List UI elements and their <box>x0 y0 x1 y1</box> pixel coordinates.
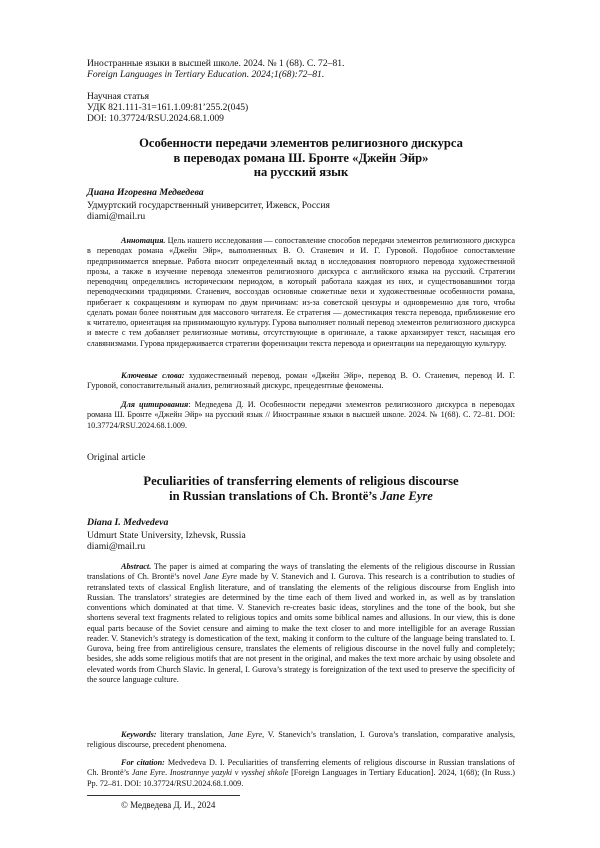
citation-en-journal: Inostrannye yazyki v vysshej shkole <box>169 768 289 778</box>
keywords-ru-label: Ключевые слова: <box>121 371 185 380</box>
citation-ru-label: Для цитирования <box>121 400 189 409</box>
email-ru: diami@mail.ru <box>87 211 146 222</box>
citation-en-text: . <box>165 768 170 778</box>
title-ru <box>87 136 515 180</box>
article-type-en: Original article <box>87 452 146 463</box>
journal-reference-ru: Иностранные языки в высшей школе. 2024. № 1 (68). С. 72–81. <box>87 58 345 69</box>
affiliation-ru: Удмуртский государственный университет, Ижевск, Россия <box>87 200 330 211</box>
title-ru-line: на русский язык <box>253 165 349 180</box>
abstract-en-novel: Jane Eyre <box>203 572 237 582</box>
citation-en-text: Medvedeva D. I. Peculiarities of transferring elements of religious discourse in Russian translations of Ch. Brontë’s <box>87 758 515 778</box>
citation-ru <box>87 400 515 431</box>
citation-ru-text: : Медведева Д. И. Особенности передачи элементов религиозного дискурса в переводах романа Ш. Бронте «Джейн Эйр» на русский язык // Иностранные языки в высшей школе. 2024. № 1(68). С. 72–81. DOI: 10.37724/RSU.2024.68.1.009. <box>87 400 515 430</box>
keywords-en-novel: Jane Eyre <box>227 730 263 739</box>
abstract-en-text: made by V. Stanevich and I. Gurova. This research is a contribution to studies of retranslated texts of classical English literature, and of translating the elements of the religious discourse from English into Russian. The translators’ strategies are determined by the time each of them lived and worked in, as well as by translation conventions which dominated at that time. V. Stanevich re-creates basic ideas, storylines and the tone of the book, but she shortens several text fragments related to religious topics and omits some biblical names and allusions. In our view, this is done equal parts because of the Soviet censure and aiming to make the text closer to and more intelligible for an average Russian reader. V. Stanevich’s strategy is domestication of the text, making it conform to the culture of the language being translated to. I. Gurova, being free from antireligious censure, translates the elements of religious discourse in the novel fully and completely; besides, she adds some religious motifs that are not present in the original, and makes the text more archaic by using obsolete and elevated words from Church Slavic. In general, I. Gurova’s strategy is foreignization of the text used to preserve the specificity of the source language culture. <box>87 572 515 684</box>
affiliation-en: Udmurt State University, Izhevsk, Russia <box>87 530 246 541</box>
citation-en-label: For citation: <box>121 758 165 767</box>
keywords-ru <box>87 371 515 392</box>
abstract-en-label: Abstract. <box>121 562 152 571</box>
title-ru-line: в переводах романа Ш. Бронте «Джейн Эйр» <box>173 150 429 165</box>
keywords-en-text: literary translation, <box>156 730 228 739</box>
journal-reference-en: Foreign Languages in Tertiary Education. 2024;1(68):72–81. <box>87 69 325 80</box>
article-type-ru: Научная статья <box>87 91 150 102</box>
footnote-separator <box>87 795 240 796</box>
title-ru-line: Особенности передачи элементов религиозного дискурса <box>139 136 463 150</box>
keywords-en <box>87 730 515 751</box>
title-en-novel: Jane Eyre <box>380 488 433 503</box>
keywords-en-text: , V. Stanevich’s translation, I. Gurova’s translation, comparative analysis, religious discourse, precedent phenomena. <box>87 730 516 750</box>
title-en-line <box>87 489 515 504</box>
author-ru: Диана Игоревна Медведева <box>87 187 204 198</box>
title-en <box>87 474 515 503</box>
citation-en-novel: Jane Eyre <box>131 768 166 778</box>
abstract-ru-label: Аннотация. <box>121 236 166 245</box>
title-en-line: Peculiarities of transferring elements of religious discourse <box>143 474 459 488</box>
abstract-ru <box>87 236 515 349</box>
citation-en <box>87 758 515 789</box>
keywords-en-label: Keywords: <box>121 730 157 739</box>
abstract-en <box>87 562 515 685</box>
author-en: Diana I. Medvedeva <box>87 517 169 528</box>
copyright-notice: © Медведева Д. И., 2024 <box>121 800 216 810</box>
email-en: diami@mail.ru <box>87 541 146 552</box>
citation-en-text: [Foreign Languages in Tertiary Education]. 2024, 1(68); (In Russ.) Pp. 72–81. DOI: 10.37724/RSU.2024.68.1.009. <box>87 768 515 788</box>
title-en-text: in Russian translations of Ch. Brontë’s <box>169 488 381 503</box>
abstract-en-text: The paper is aimed at comparing the ways of translating the elements of the religious discourse in Russian translations of Ch. Brontë’s novel <box>87 562 515 582</box>
doi: DOI: 10.37724/RSU.2024.68.1.009 <box>87 113 224 124</box>
udc-code: УДК 821.111-31=161.1.09:81’255.2(045) <box>87 102 249 113</box>
keywords-ru-text: художественный перевод, роман «Джейн Эйр», перевод В. О. Станевич, перевод И. Г. Гуровой, сопоставительный анализ, религиозный дискурс, прецедентные феномены. <box>87 371 515 391</box>
abstract-ru-text: Цель нашего исследования — сопоставление способов передачи элементов религиозного дискурса в переводах романа «Джейн Эйр», выполненных В. О. Станевич и И. Г. Гуровой. Подобное сопоставление предпринимается впервые. Работа вносит определенный вклад в исследования повторного перевода художественной прозы, а также в изучение перевода элементов религиозного дискурса с английского языка на русский. Стратегии переводчиц определялись историческим периодом, в который работала каждая из них, и существовавшими тогда переводческими традициями. Станевич, воссоздав основные сюжетные вехи и художественные особенности романа, прибегает к сокращениям и купюрам по двум причинам: из-за советской цензуры и одновременно для того, чтобы сделать роман более понятным для массового читателя. Ее стратегия — доместикация текста перевода, приближение его к читателю, ориентация на принимающую культуру. Гурова выполняет полный перевод элементов религиозного дискурса и вместе с тем добавляет религиозные мотивы, отсутствующие в оригинале, а также архаизирует текст, насыщая его славянизмами. Гурова придерживается стратегии форенизации текста перевода и ориентации на передающую культуру. <box>87 236 515 348</box>
